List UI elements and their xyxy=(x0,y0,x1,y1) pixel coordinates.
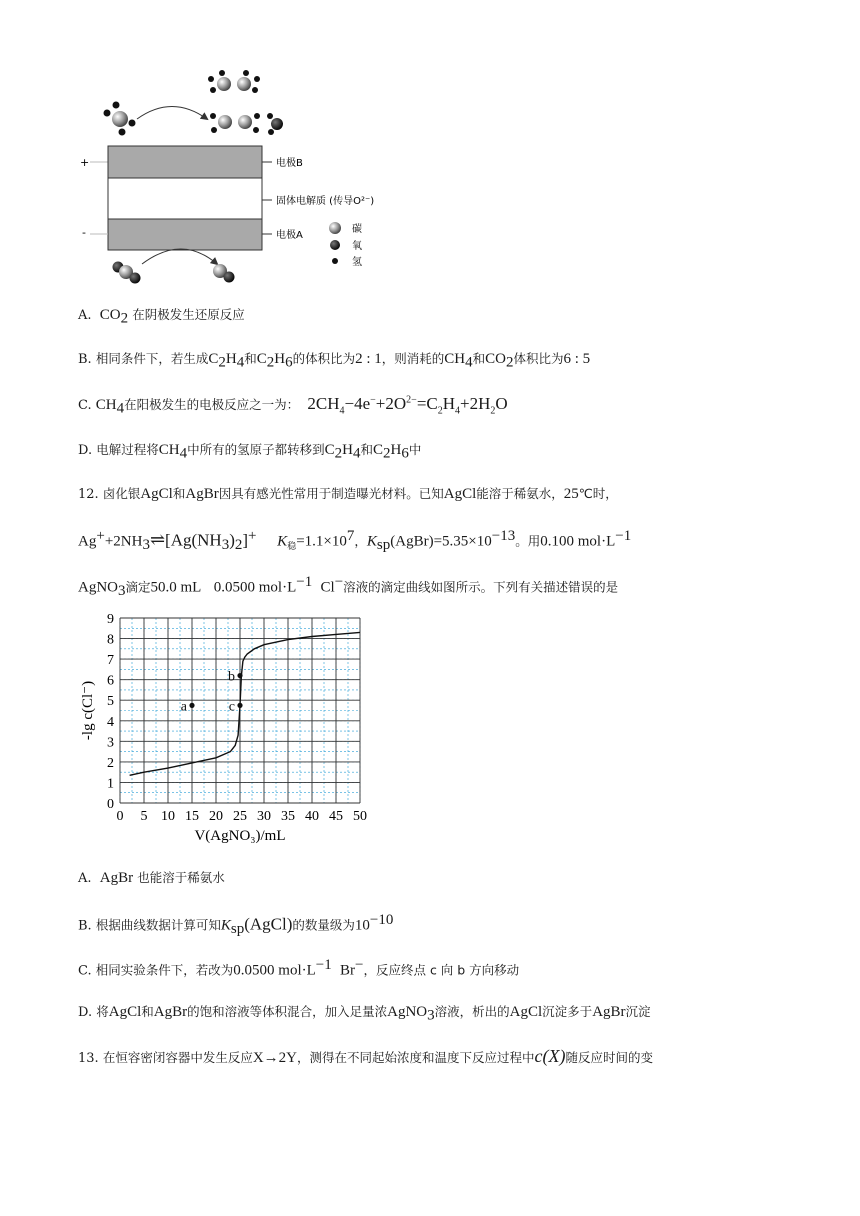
point-label-a: a xyxy=(180,699,187,715)
q11-option-d: D. 电解过程将$CH_4$中所有的氢原子都转移到$C_2H_4$和$C_2H_6$中 xyxy=(78,442,422,462)
q12-option-d: D. 将AgCl和AgBr的饱和溶液等体积混合，加入足量浓AgNO$_3$溶液，析出的AgCl沉淀多于AgBr沉淀 xyxy=(78,1004,651,1024)
electrolysis-diagram xyxy=(72,64,392,294)
legend-oxygen: 氧 xyxy=(352,241,362,252)
reaction-arrow-bottom xyxy=(142,249,217,264)
y-tick-label: 0 xyxy=(107,797,114,812)
x-tick-label: 45 xyxy=(329,809,343,824)
plus-sign: + xyxy=(80,156,90,169)
c2h4-molecule-icon xyxy=(210,113,260,133)
x-axis-label: V(AgNO₃)/mL xyxy=(194,828,286,844)
q12-option-a: A. AgBr 也能溶于稀氨水 xyxy=(78,870,225,886)
x-tick-label: 10 xyxy=(161,809,175,824)
y-tick-label: 2 xyxy=(107,755,114,771)
y-tick-label: 4 xyxy=(107,714,114,730)
point-c xyxy=(237,703,242,708)
x-tick-label: 50 xyxy=(353,809,367,824)
solid-electrolyte xyxy=(108,178,262,219)
y-axis-label: -lg c(Cl⁻) xyxy=(80,680,96,741)
point-a xyxy=(189,703,194,708)
carbon-legend-icon xyxy=(329,222,341,234)
titration-chart xyxy=(70,606,380,856)
x-tick-label: 20 xyxy=(209,809,223,824)
ch4-molecule-icon xyxy=(104,102,136,136)
q11-option-b: B. 相同条件下，若生成$C_2H_4$和$C_2H_6$的体积比为2 : 1，则消耗的$CH_4$和$CO_2$体积比为6 : 5 xyxy=(78,351,591,371)
q13-stem: 13. 在恒容密闭容器中发生反应X→2Y，测得在不同起始浓度和温度下反应过程中c(X)随反应时间的变 xyxy=(78,1046,654,1066)
x-tick-label: 25 xyxy=(233,809,247,824)
q12-option-b: B. 根据曲线数据计算可知$K_{sp}(AgCl)$的数量级为$10^{-10}$ xyxy=(78,912,394,937)
x-tick-label: 40 xyxy=(305,809,319,824)
co-molecule-icon xyxy=(213,264,235,283)
y-tick-label: 1 xyxy=(107,776,114,792)
point-label-c: c xyxy=(228,699,235,715)
x-tick-label: 5 xyxy=(140,809,148,824)
electrode-b-label: 电极B xyxy=(276,158,303,169)
legend-carbon: 碳 xyxy=(352,224,362,235)
reaction-arrow-top xyxy=(137,107,207,120)
minus-sign: - xyxy=(82,226,86,239)
x-tick-label: 30 xyxy=(257,809,271,824)
electrode-a-label: 电极A xyxy=(276,230,303,241)
y-tick-label: 8 xyxy=(107,632,114,648)
q12-option-c: C. 相同实验条件下，若改为0.0500 $mol\cdot L^{-1}$ Br−，反应终点 c 向 b 方向移动 xyxy=(78,957,520,979)
q12-stem-line2: $Ag^++2NH_3\rightleftharpoons[Ag(NH_3)_2]^+$ $K_稳=1.1\times 10^7$，$K_{sp}(AgBr)=5.35\times 10^{-13}$。用0.100 $mol\cdot L^{-1}$ xyxy=(78,528,632,553)
point-b xyxy=(237,673,242,678)
y-tick-label: 9 xyxy=(107,612,114,627)
c2h6-molecule-icon xyxy=(208,70,260,93)
q12-stem-line1: 12. 卤化银AgCl和AgBr因具有感光性常用于制造曝光材料。已知AgCl能溶于稀氨水，25℃时， xyxy=(78,486,618,502)
x-tick-label: 35 xyxy=(281,809,295,824)
co2-molecule-icon xyxy=(113,262,141,284)
legend xyxy=(329,222,362,268)
q11-option-a: A. $CO_2$ 在阴极发生还原反应 xyxy=(78,307,245,327)
h2o-molecule-icon xyxy=(267,113,283,135)
x-tick-label: 15 xyxy=(185,809,199,824)
hydrogen-legend-icon xyxy=(332,258,338,264)
y-tick-label: 6 xyxy=(107,673,114,689)
x-tick-label: 0 xyxy=(116,809,124,824)
electrode-b xyxy=(108,146,262,178)
y-tick-label: 3 xyxy=(107,735,114,751)
electrode-a xyxy=(108,219,262,250)
q11-option-c: C. $CH_4$在阳极发生的电极反应之一为： $2CH_4-4e^-+2O^{2-}=C_2H_4+2H_2O$ xyxy=(78,394,508,417)
legend-hydrogen: 氢 xyxy=(352,257,362,268)
titration-curve xyxy=(130,632,360,775)
point-label-b: b xyxy=(228,669,235,685)
electrolyte-label: 固体电解质 (传导O²⁻) xyxy=(276,196,375,207)
y-tick-label: 7 xyxy=(107,653,114,669)
oxygen-legend-icon xyxy=(330,240,340,250)
y-tick-label: 5 xyxy=(107,694,114,710)
q12-stem-line3: AgNO$_3$滴定50.0 mL 0.0500 $mol\cdot L^{-1}$ Cl−溶液的滴定曲线如图所示。下列有关描述错误的是 xyxy=(78,574,619,599)
